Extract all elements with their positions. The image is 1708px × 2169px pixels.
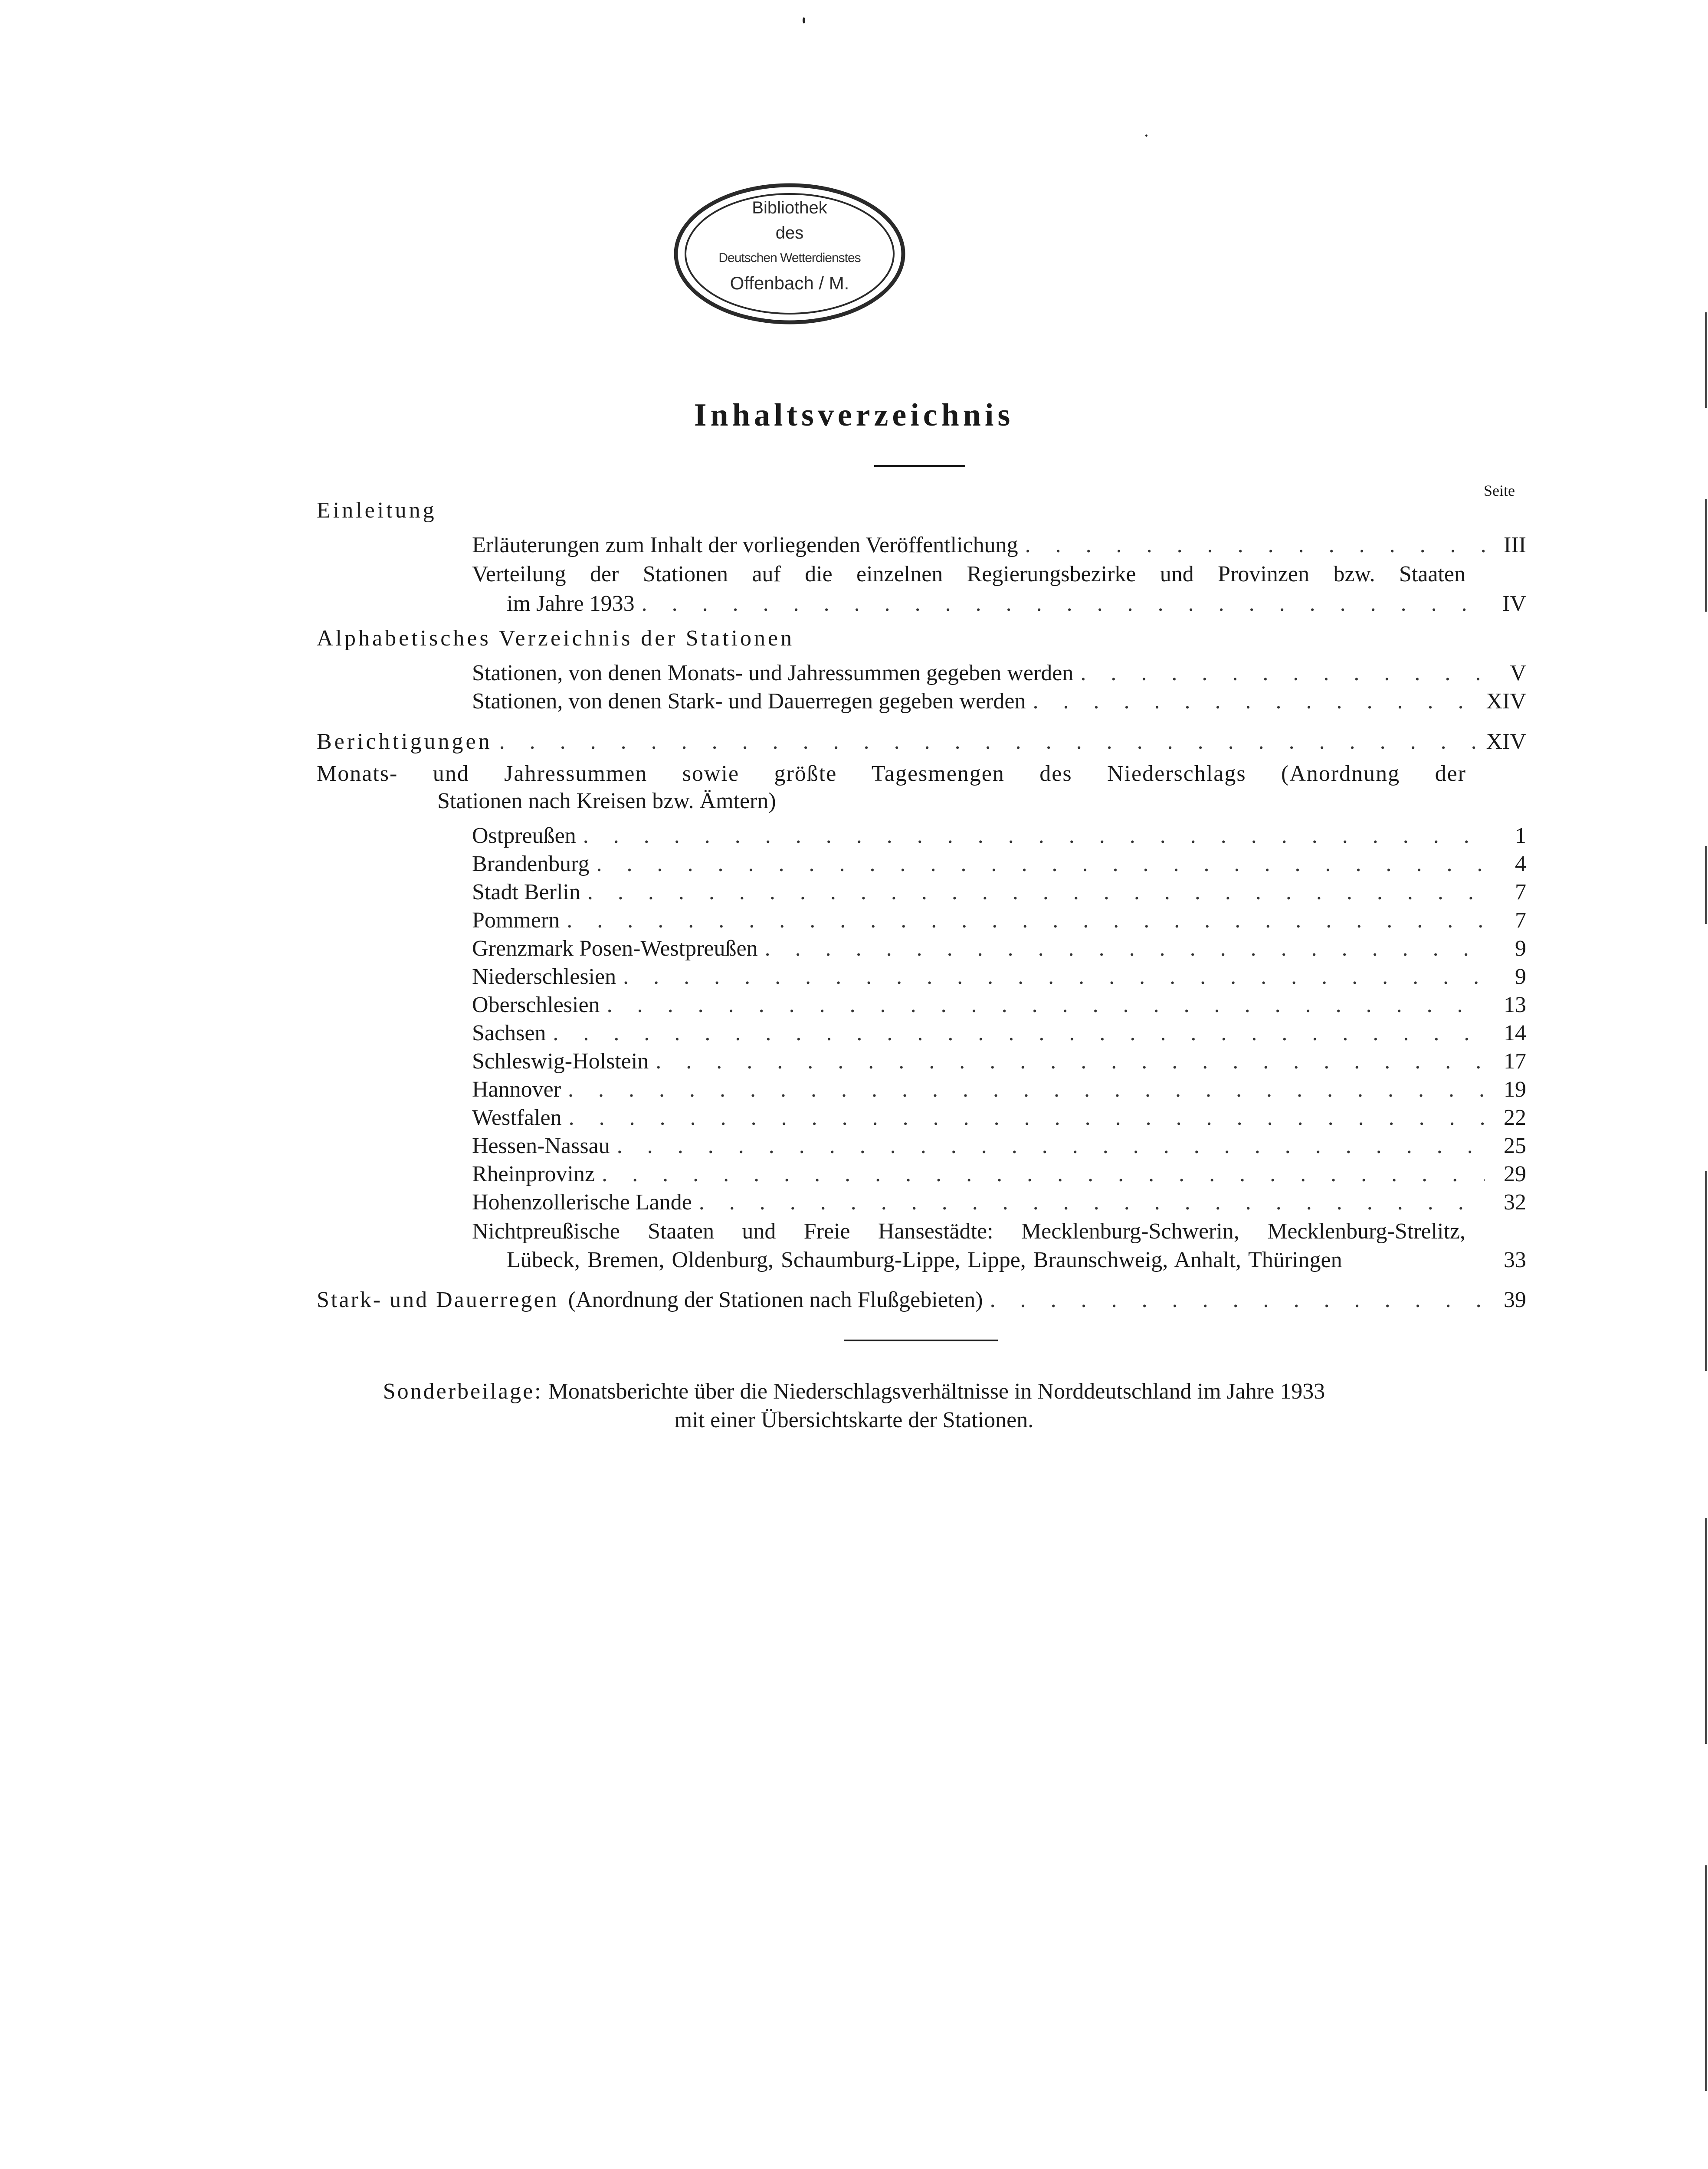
toc-entry-label: Erläuterungen zum Inhalt der vorliegenden Veröffentlichung bbox=[472, 533, 1018, 557]
scan-speck bbox=[803, 17, 805, 23]
toc-entry-stationen-stark[interactable] bbox=[472, 688, 1526, 715]
toc-entry-page: 4 bbox=[1515, 852, 1526, 876]
toc-entry-label: Oberschlesien bbox=[472, 993, 600, 1017]
toc-entry-label: im Jahre 1933 bbox=[507, 591, 635, 616]
scan-edge-mark bbox=[1705, 1865, 1707, 2091]
toc-entry-page: V bbox=[1510, 661, 1526, 685]
toc-entry-stationen-monats[interactable] bbox=[472, 659, 1526, 687]
toc-entry-page: XIV bbox=[1486, 729, 1526, 754]
dot-leader bbox=[1025, 531, 1485, 559]
toc-entry-page: 19 bbox=[1504, 1077, 1526, 1102]
toc-entry-page: 1 bbox=[1515, 823, 1526, 848]
dot-leader bbox=[623, 963, 1485, 991]
dot-leader bbox=[699, 1189, 1485, 1216]
dot-leader bbox=[602, 1160, 1485, 1188]
section-heading-alphabetisches bbox=[317, 625, 794, 652]
dot-leader bbox=[607, 991, 1485, 1019]
sonderbeilage-line-2: mit einer Übersichtskarte der Stationen. bbox=[674, 1408, 1034, 1432]
toc-entry-verteilung[interactable] bbox=[507, 590, 1526, 618]
stamp-line-4: Offenbach / M. bbox=[730, 273, 849, 293]
toc-entry-label: Ostpreußen bbox=[472, 823, 576, 848]
toc-entry-page: 13 bbox=[1504, 993, 1526, 1017]
toc-entry-page: 9 bbox=[1515, 936, 1526, 961]
toc-entry-page: IV bbox=[1502, 591, 1526, 616]
section-heading-label: Einleitung bbox=[317, 498, 437, 523]
toc-entry-region[interactable] bbox=[472, 1048, 1526, 1075]
dot-leader bbox=[568, 1076, 1485, 1104]
dot-leader bbox=[587, 878, 1485, 906]
dot-leader bbox=[553, 1019, 1485, 1047]
dot-leader bbox=[499, 728, 1479, 756]
toc-entry-label: Schleswig-Holstein bbox=[472, 1049, 649, 1074]
dot-leader bbox=[583, 822, 1485, 850]
stamp-line-3: Deutschen Wetterdienstes bbox=[718, 251, 861, 265]
toc-entry-label: Stationen, von denen Monats- und Jahressummen gegeben werden bbox=[472, 661, 1074, 685]
toc-entry-region[interactable] bbox=[472, 1189, 1526, 1216]
scan-edge-mark bbox=[1705, 1171, 1707, 1371]
toc-entry-page: 33 bbox=[1504, 1248, 1526, 1272]
dot-leader bbox=[1080, 659, 1485, 687]
toc-entry-label: Hohenzollerische Lande bbox=[472, 1190, 692, 1215]
section-heading-einleitung bbox=[317, 497, 437, 524]
toc-entry-region[interactable] bbox=[472, 850, 1526, 878]
toc-entry-berichtigungen[interactable] bbox=[317, 728, 1526, 756]
toc-entry-region[interactable] bbox=[472, 878, 1526, 906]
toc-entry-page: 14 bbox=[1504, 1021, 1526, 1045]
toc-entry-region[interactable] bbox=[472, 822, 1526, 850]
toc-entry-page: 7 bbox=[1515, 880, 1526, 904]
stamp-line-2: des bbox=[775, 223, 804, 242]
dot-leader bbox=[617, 1132, 1485, 1160]
dot-leader bbox=[597, 850, 1485, 878]
toc-entry-region[interactable] bbox=[472, 1132, 1526, 1160]
scan-speck bbox=[1145, 134, 1147, 137]
toc-entry-page: III bbox=[1504, 533, 1526, 557]
separator-rule bbox=[844, 1340, 998, 1341]
title-rule bbox=[874, 465, 965, 467]
seite-label: Seite bbox=[1484, 482, 1515, 499]
scan-edge-mark bbox=[1705, 846, 1707, 924]
toc-entry-page: 22 bbox=[1504, 1105, 1526, 1130]
toc-entry-label: Grenzmark Posen-Westpreußen bbox=[472, 936, 758, 961]
toc-entry-page: 32 bbox=[1504, 1190, 1526, 1215]
toc-entry-label: Rheinprovinz bbox=[472, 1162, 595, 1186]
toc-entry-region[interactable] bbox=[472, 963, 1526, 991]
toc-entry-region[interactable] bbox=[472, 1019, 1526, 1047]
toc-entry-page: 7 bbox=[1515, 908, 1526, 933]
toc-entry-nichtpreussische[interactable] bbox=[507, 1246, 1526, 1274]
dot-leader bbox=[656, 1048, 1485, 1075]
stamp-text bbox=[670, 195, 909, 296]
stamp-line-1: Bibliothek bbox=[752, 198, 827, 217]
sonderbeilage-note bbox=[0, 1377, 1708, 1435]
toc-entry-label: Stark- und Dauerregen bbox=[317, 1288, 559, 1312]
sonderbeilage-line-1 bbox=[0, 1377, 1708, 1406]
section-heading-monats: Monats- und Jahressummen sowie größte Tagesmengen des Niederschlags (Anordnung der bbox=[317, 761, 1466, 786]
toc-entry-verteilung-line1[interactable]: Verteilung der Stationen auf die einzelnen Regierungsbezirke und Provinzen bzw. Staaten bbox=[472, 562, 1465, 586]
dot-leader bbox=[990, 1286, 1485, 1314]
toc-entry-label: Hessen-Nassau bbox=[472, 1134, 610, 1158]
scan-edge-mark bbox=[1705, 499, 1707, 612]
section-heading-label: Stationen nach Kreisen bzw. Ämtern) bbox=[437, 789, 776, 813]
section-heading-label: Alphabetisches Verzeichnis der Stationen bbox=[317, 626, 795, 651]
toc-entry-label: Berichtigungen bbox=[317, 729, 492, 754]
toc-entry-region[interactable] bbox=[472, 935, 1526, 963]
dot-leader bbox=[569, 1104, 1485, 1132]
toc-entry-region[interactable] bbox=[472, 1076, 1526, 1104]
section-heading-monats-line2 bbox=[437, 787, 776, 815]
scan-edge-mark bbox=[1705, 312, 1707, 408]
toc-entry-page: 29 bbox=[1504, 1162, 1526, 1186]
toc-entry-region[interactable] bbox=[472, 1160, 1526, 1188]
toc-entry-region[interactable] bbox=[472, 907, 1526, 934]
toc-entry-label: Brandenburg bbox=[472, 852, 590, 876]
toc-entry-nichtpreussische-line1[interactable]: Nichtpreußische Staaten und Freie Hansestädte: Mecklenburg-Schwerin, Mecklenburg-Strelitz, bbox=[472, 1219, 1465, 1244]
toc-entry-label: Stadt Berlin bbox=[472, 880, 580, 904]
toc-entry-page: XIV bbox=[1486, 689, 1526, 714]
toc-entry-label: Pommern bbox=[472, 908, 560, 933]
page-title: Inhaltsverzeichnis bbox=[694, 397, 1014, 433]
toc-entry-label: Hannover bbox=[472, 1077, 561, 1102]
sonderbeilage-label: Sonderbeilage: bbox=[383, 1379, 543, 1404]
toc-entry-page: 39 bbox=[1504, 1288, 1526, 1312]
toc-entry-region[interactable] bbox=[472, 991, 1526, 1019]
toc-entry-label: Westfalen bbox=[472, 1105, 562, 1130]
toc-entry-page: 17 bbox=[1504, 1049, 1526, 1074]
toc-entry-label: Niederschlesien bbox=[472, 964, 616, 989]
dot-leader bbox=[765, 935, 1485, 963]
dot-leader bbox=[567, 907, 1485, 934]
toc-entry-stark-dauerregen[interactable] bbox=[317, 1286, 1526, 1314]
dot-leader bbox=[642, 590, 1485, 618]
toc-entry-page: 9 bbox=[1515, 964, 1526, 989]
toc-entry-label: Lübeck, Bremen, Oldenburg, Schaumburg-Lippe, Lippe, Braunschweig, Anhalt, Thüringen bbox=[507, 1248, 1342, 1272]
toc-entry-label: Sachsen bbox=[472, 1021, 546, 1045]
toc-entry-label-suffix: (Anordnung der Stationen nach Flußgebieten) bbox=[568, 1288, 983, 1312]
toc-entry-region[interactable] bbox=[472, 1104, 1526, 1132]
toc-entry-label: Stationen, von denen Stark- und Dauerregen gegeben werden bbox=[472, 689, 1026, 714]
scan-edge-mark bbox=[1705, 1518, 1707, 1744]
toc-entry-erlaeuterungen[interactable] bbox=[472, 531, 1526, 559]
toc-entry-page: 25 bbox=[1504, 1134, 1526, 1158]
sonderbeilage-text: Monatsberichte über die Niederschlagsverhältnisse in Norddeutschland im Jahre 1933 bbox=[548, 1379, 1325, 1404]
dot-leader bbox=[1033, 688, 1479, 715]
